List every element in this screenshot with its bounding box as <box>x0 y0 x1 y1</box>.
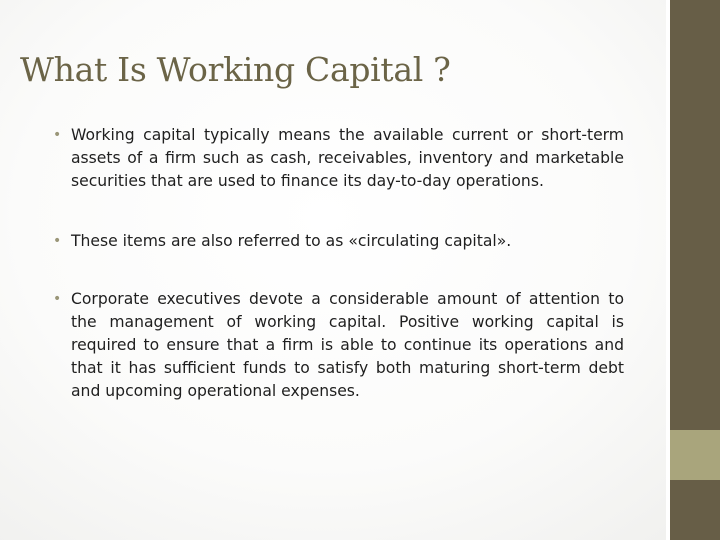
side-bar-accent <box>670 430 720 480</box>
bullet-item-management <box>53 288 624 403</box>
bullet-text: Corporate executives devote a considerable amount of attention to the management of working capital. Positive working capital is required to ensure that a firm is able to continue its operations and that it has sufficient funds to satisfy both maturing short-term debt and upcoming operational expenses. <box>71 290 624 400</box>
slide-title: What Is Working Capital ? <box>20 50 451 89</box>
bullet-icon: • <box>53 233 62 249</box>
bullet-icon: • <box>53 291 62 307</box>
bullet-item-circulating <box>53 230 624 253</box>
bullet-icon: • <box>53 127 62 143</box>
bullet-list <box>53 124 624 403</box>
bullet-text: Working capital typically means the available current or short-term assets of a firm such as cash, receivables, inventory and marketable securities that are used to finance its day-to-day operations. <box>71 126 624 190</box>
bullet-item-definition <box>53 124 624 193</box>
bullet-text: These items are also referred to as «circulating capital». <box>71 232 512 250</box>
